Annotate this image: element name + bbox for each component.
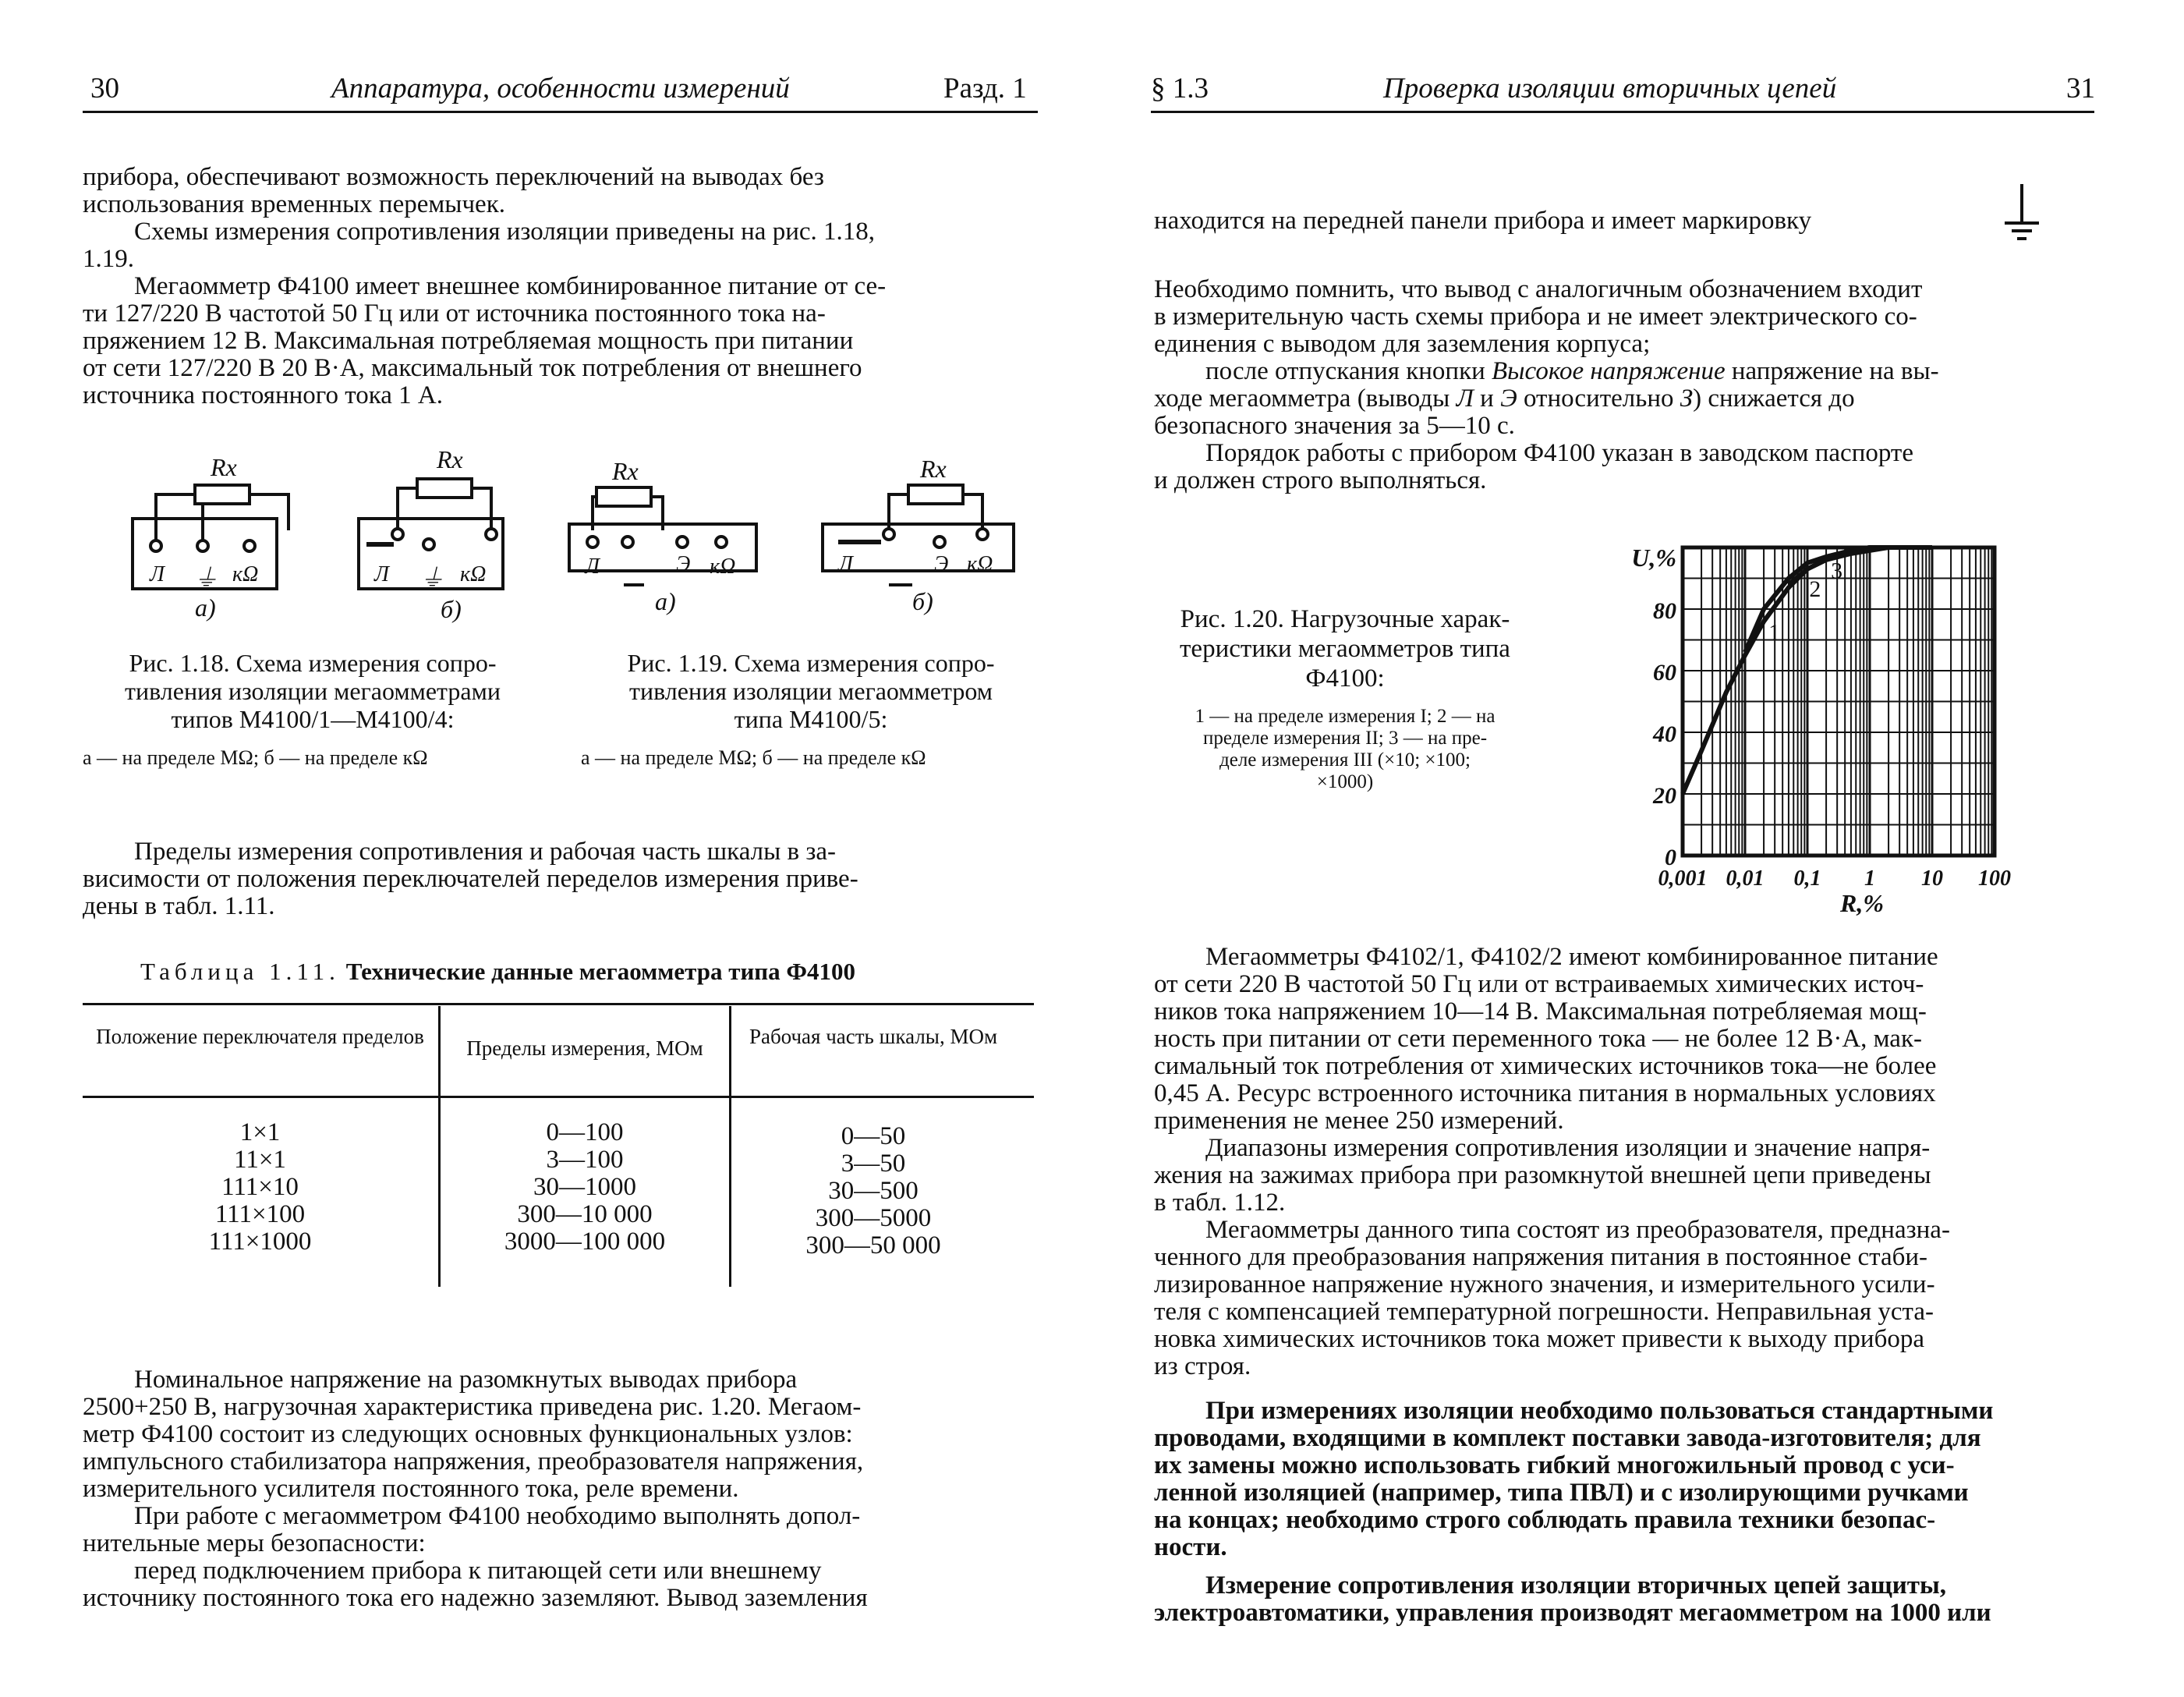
y-tick-label: 80 bbox=[1653, 598, 1676, 624]
caption-line: Рис. 1.20. Нагрузочные харак- bbox=[1180, 605, 1510, 633]
table-cell: 30—500 bbox=[828, 1177, 919, 1205]
caption-line: тивления изоляции мегаомметрами bbox=[125, 677, 501, 705]
text-line: Необходимо помнить, что вывод с аналогичным обозначением входит bbox=[1154, 275, 1923, 303]
page-number: 30 bbox=[90, 73, 119, 105]
svg-text:Л: Л bbox=[585, 554, 600, 579]
svg-text:⏚: ⏚ bbox=[193, 564, 219, 592]
paragraph-tables-intro bbox=[83, 838, 1038, 920]
svg-text:кΩ: кΩ bbox=[710, 554, 736, 579]
text-line: от сети 127/220 В 20 В·А, максимальный ток потребления от внешнего bbox=[83, 354, 862, 382]
text-line: единения с выводом для заземления корпуса; bbox=[1154, 330, 1651, 358]
text-line: теля с компенсацией температурной погрешности. Неправильная уста- bbox=[1154, 1298, 1934, 1326]
text-line: симальный ток потребления от химических источников тока—не более bbox=[1154, 1052, 1937, 1080]
svg-text:Л: Л bbox=[150, 562, 165, 586]
text-line: безопасного значения за 5—10 с. bbox=[1154, 412, 1515, 440]
table-cell: 300—10 000 bbox=[517, 1200, 653, 1228]
fig-120-caption bbox=[1170, 604, 1520, 693]
x-tick-label: 0,001 bbox=[1658, 866, 1708, 891]
rx-label: Rx bbox=[211, 453, 237, 481]
table-cell: 300—5000 bbox=[815, 1204, 932, 1232]
text-line: и должен строго выполняться. bbox=[1154, 466, 1487, 494]
table-col-working-scale bbox=[733, 1123, 1014, 1259]
text-line: Порядок работы с прибором Ф4100 указан в заводском паспорте bbox=[1205, 439, 1913, 467]
svg-text:Rx: Rx bbox=[612, 457, 639, 485]
paragraph-nominal-voltage bbox=[83, 1366, 1038, 1612]
svg-text:Rx: Rx bbox=[920, 455, 947, 483]
legend-line: 1 — на пределе измерения I; 2 — на bbox=[1195, 706, 1496, 727]
text-line: прибора, обеспечивают возможность переключений на выводах без bbox=[83, 163, 824, 191]
x-axis-label: R,% bbox=[1840, 889, 1884, 917]
svg-text:Rx: Rx bbox=[437, 445, 463, 473]
table-divider bbox=[729, 1006, 731, 1287]
table-cell: 30—1000 bbox=[533, 1173, 636, 1201]
svg-text:б): б) bbox=[912, 587, 933, 615]
table-col-range bbox=[441, 1119, 729, 1256]
table-cell: 3—100 bbox=[546, 1146, 624, 1174]
text-line: 0,45 А. Ресурс встроенного источника питания в нормальных условиях bbox=[1154, 1079, 1936, 1107]
text-line: источника постоянного тока 1 А. bbox=[83, 381, 443, 409]
table-cell: 0—50 bbox=[841, 1122, 906, 1150]
text-line: ность при питании от сети переменного тока — не более 12 В·А, мак- bbox=[1154, 1025, 1922, 1053]
text-line: импульсного стабилизатора напряжения, преобразователя напряжения, bbox=[83, 1447, 864, 1476]
svg-text:⏚: ⏚ bbox=[419, 564, 445, 592]
section-label: Разд. 1 bbox=[943, 73, 1027, 105]
text-line: из строя. bbox=[1154, 1352, 1251, 1380]
text-line: ти 127/220 В частотой 50 Гц или от источника постоянного тока на- bbox=[83, 299, 826, 328]
table-top-rule bbox=[83, 1003, 1034, 1005]
schematic-2-a bbox=[569, 457, 756, 615]
section-label: § 1.3 bbox=[1151, 73, 1209, 105]
text-line: ченного для преобразования напряжения питания в постоянное стаби- bbox=[1154, 1243, 1928, 1271]
caption-line: Рис. 1.19. Схема измерения сопро- bbox=[627, 649, 995, 677]
ground-marking-icon bbox=[2000, 181, 2047, 251]
chart-grid bbox=[1683, 547, 1995, 856]
text-line: ников тока напряжением 10—14 В. Максимальная потребляемая мощ- bbox=[1154, 997, 1927, 1026]
paragraph-1 bbox=[83, 164, 1038, 409]
svg-text:кΩ: кΩ bbox=[460, 562, 487, 586]
schematic-1-a bbox=[133, 453, 288, 622]
text-line: 2500+250 В, нагрузочная характеристика приведена рис. 1.20. Мегаом- bbox=[83, 1393, 862, 1421]
text-line: Диапазоны измерения сопротивления изоляции и значение напря- bbox=[1205, 1134, 1931, 1162]
text-line: их замены можно использовать гибкий многожильный провод с уси- bbox=[1154, 1451, 1955, 1479]
legend-line: ×1000) bbox=[1316, 771, 1374, 792]
running-title: Аппаратура, особенности измерений bbox=[331, 73, 790, 105]
text-line: ходе мегаомметра (выводы Л и Э относительно З) снижается до bbox=[1154, 384, 1855, 413]
running-title: Проверка изоляции вторичных цепей bbox=[1383, 73, 1837, 105]
caption-line: теристики мегаомметров типа bbox=[1180, 635, 1510, 663]
table-header-cell: Положение переключателя пределов bbox=[96, 1025, 424, 1048]
table-cell: 111×10 bbox=[221, 1173, 299, 1201]
table-cell: 300—50 000 bbox=[805, 1231, 941, 1259]
text-line: перед подключением прибора к питающей сети или внешнему bbox=[134, 1557, 822, 1585]
table-col-position bbox=[83, 1119, 437, 1256]
text-line: При работе с мегаомметром Ф4100 необходимо выполнять допол- bbox=[134, 1502, 861, 1530]
text-line: Измерение сопротивления изоляции вторичных цепей защиты, bbox=[1205, 1571, 1947, 1600]
text-line: проводами, входящими в комплект поставки завода-изготовителя; для bbox=[1154, 1424, 1981, 1452]
page-number: 31 bbox=[2066, 73, 2095, 105]
text-line: в табл. 1.12. bbox=[1154, 1189, 1286, 1217]
text-line: Мегаомметры Ф4102/1, Ф4102/2 имеют комбинированное питание bbox=[1205, 943, 1938, 971]
header-rule bbox=[83, 111, 1038, 113]
text-line: 1.19. bbox=[83, 245, 134, 273]
text-line: новка химических источников тока может привести к выходу прибора bbox=[1154, 1325, 1925, 1353]
series-label-3: 3 bbox=[1831, 558, 1843, 584]
text-line: электроавтоматики, управления производят мегаомметром на 1000 или bbox=[1154, 1599, 1991, 1627]
text-line: использования временных перемычек. bbox=[83, 190, 505, 218]
y-tick-label: 40 bbox=[1653, 721, 1676, 747]
paragraph-f4102 bbox=[1154, 944, 2094, 1380]
load-characteristic-chart bbox=[1622, 538, 2027, 917]
text-line: При измерениях изоляции необходимо пользоваться стандартными bbox=[1205, 1397, 1994, 1425]
table-header-cell: Рабочая часть шкалы, МОм bbox=[749, 1025, 998, 1048]
fig-118-caption bbox=[83, 649, 543, 733]
table-title bbox=[140, 958, 855, 986]
text-line: ленной изоляцией (например, типа ПВЛ) и с изолирующими ручками bbox=[1154, 1479, 1969, 1507]
svg-text:а): а) bbox=[195, 593, 216, 622]
svg-text:Э: Э bbox=[934, 552, 949, 576]
schematic-2-b bbox=[823, 455, 1014, 615]
fig-119-caption bbox=[581, 649, 1041, 733]
fig-118-legend: а — на пределе МΩ; б — на пределе кΩ bbox=[83, 746, 428, 769]
series-label-2: 2 bbox=[1809, 576, 1821, 603]
series-label-1: 1 bbox=[1768, 619, 1781, 646]
text-line: Пределы измерения сопротивления и рабочая часть шкалы в за- bbox=[134, 838, 837, 866]
table-title-text: Технические данные мегаомметра типа Ф4100 bbox=[345, 958, 856, 985]
text-line: метр Ф4100 состоит из следующих основных функциональных узлов: bbox=[83, 1420, 853, 1448]
table-cell: 1×1 bbox=[239, 1118, 281, 1146]
caption-line: типов М4100/1—М4100/4: bbox=[171, 705, 455, 733]
text-line: нительные меры безопасности: bbox=[83, 1529, 426, 1557]
table-cell: 111×1000 bbox=[208, 1228, 312, 1256]
y-tick-label: 20 bbox=[1653, 783, 1676, 809]
table-cell: 3000—100 000 bbox=[504, 1228, 666, 1256]
caption-line: Рис. 1.18. Схема измерения сопро- bbox=[129, 649, 497, 677]
text-line: на концах; необходимо строго соблюдать правила техники безопас- bbox=[1154, 1506, 1936, 1534]
text-line: Схемы измерения сопротивления изоляции приведены на рис. 1.18, bbox=[134, 218, 876, 246]
fig-119-legend: а — на пределе МΩ; б — на пределе кΩ bbox=[581, 746, 926, 769]
caption-line: тивления изоляции мегаомметром bbox=[628, 677, 993, 705]
text-line: применения не менее 250 измерений. bbox=[1154, 1107, 1564, 1135]
table-cell: 11×1 bbox=[234, 1146, 286, 1174]
text-line: измерительного усилителя постоянного тока, реле времени. bbox=[83, 1475, 739, 1503]
y-tick-label: 60 bbox=[1653, 660, 1676, 686]
svg-text:кΩ: кΩ bbox=[967, 552, 993, 576]
text-line: жения на зажимах прибора при разомкнутой внешней цепи приведены bbox=[1154, 1161, 1931, 1189]
paragraph-remember bbox=[1154, 276, 2094, 494]
svg-text:Л: Л bbox=[838, 552, 853, 576]
svg-text:б): б) bbox=[441, 595, 462, 623]
text-line: лизированное напряжение нужного значения, и измерительного усили- bbox=[1154, 1270, 1935, 1298]
svg-text:Э: Э bbox=[676, 552, 691, 576]
legend-line: пределе измерения II; 3 — на пре- bbox=[1202, 728, 1488, 749]
schematics-figure bbox=[117, 437, 1060, 624]
text-line: источнику постоянного тока его надежно заземляют. Вывод заземления bbox=[83, 1584, 868, 1612]
header-rule bbox=[1151, 111, 2094, 113]
text-line: Мегаомметр Ф4100 имеет внешнее комбинированное питание от се- bbox=[134, 272, 887, 300]
table-cell: 111×100 bbox=[214, 1200, 306, 1228]
text-line: Мегаомметры данного типа состоят из преобразователя, предназна- bbox=[1205, 1216, 1950, 1244]
x-tick-label: 1 bbox=[1864, 866, 1875, 891]
table-cell: 3—50 bbox=[841, 1150, 906, 1178]
text-line: ности. bbox=[1154, 1533, 1227, 1561]
fig-120-legend bbox=[1170, 706, 1520, 793]
y-axis-label: U,% bbox=[1631, 544, 1676, 572]
text-line: в измерительную часть схемы прибора и не имеет электрического со- bbox=[1154, 303, 1917, 331]
x-tick-label: 10 bbox=[1921, 866, 1943, 891]
x-tick-label: 100 bbox=[1978, 866, 2011, 891]
right-page bbox=[1092, 0, 2184, 1697]
table-cell: 0—100 bbox=[546, 1118, 624, 1146]
svg-text:кΩ: кΩ bbox=[232, 562, 259, 586]
text-line: после отпускания кнопки Высокое напряжение напряжение на вы- bbox=[1205, 357, 1939, 385]
paragraph-wires bbox=[1154, 1398, 2094, 1627]
text-line: пряжением 12 В. Максимальная потребляемая мощность при питании bbox=[83, 327, 854, 355]
svg-text:а): а) bbox=[655, 587, 676, 615]
legend-line: деле измерения III (×10; ×100; bbox=[1219, 749, 1471, 771]
schematic-1-b bbox=[359, 445, 503, 623]
table-label: Таблица 1.11. bbox=[140, 958, 340, 985]
svg-text:Л: Л bbox=[374, 562, 389, 586]
table-header-rule bbox=[83, 1096, 1034, 1098]
marking-line: находится на передней панели прибора и имеет маркировку bbox=[1154, 207, 1812, 235]
x-tick-label: 0,1 bbox=[1793, 866, 1821, 891]
text-line: висимости от положения переключателей переделов измерения приве- bbox=[83, 865, 858, 893]
caption-line: Ф4100: bbox=[1305, 664, 1385, 693]
text-line: от сети 220 В частотой 50 Гц или от встраиваемых химических источ- bbox=[1154, 970, 1924, 998]
text-line: Номинальное напряжение на разомкнутых выводах прибора bbox=[134, 1366, 798, 1394]
y-tick-label: 0 bbox=[1665, 845, 1676, 870]
text-line: дены в табл. 1.11. bbox=[83, 892, 275, 920]
table-header-cell: Пределы измерения, МОм bbox=[466, 1036, 703, 1060]
x-tick-label: 0,01 bbox=[1726, 866, 1765, 891]
caption-line: типа М4100/5: bbox=[734, 705, 888, 733]
